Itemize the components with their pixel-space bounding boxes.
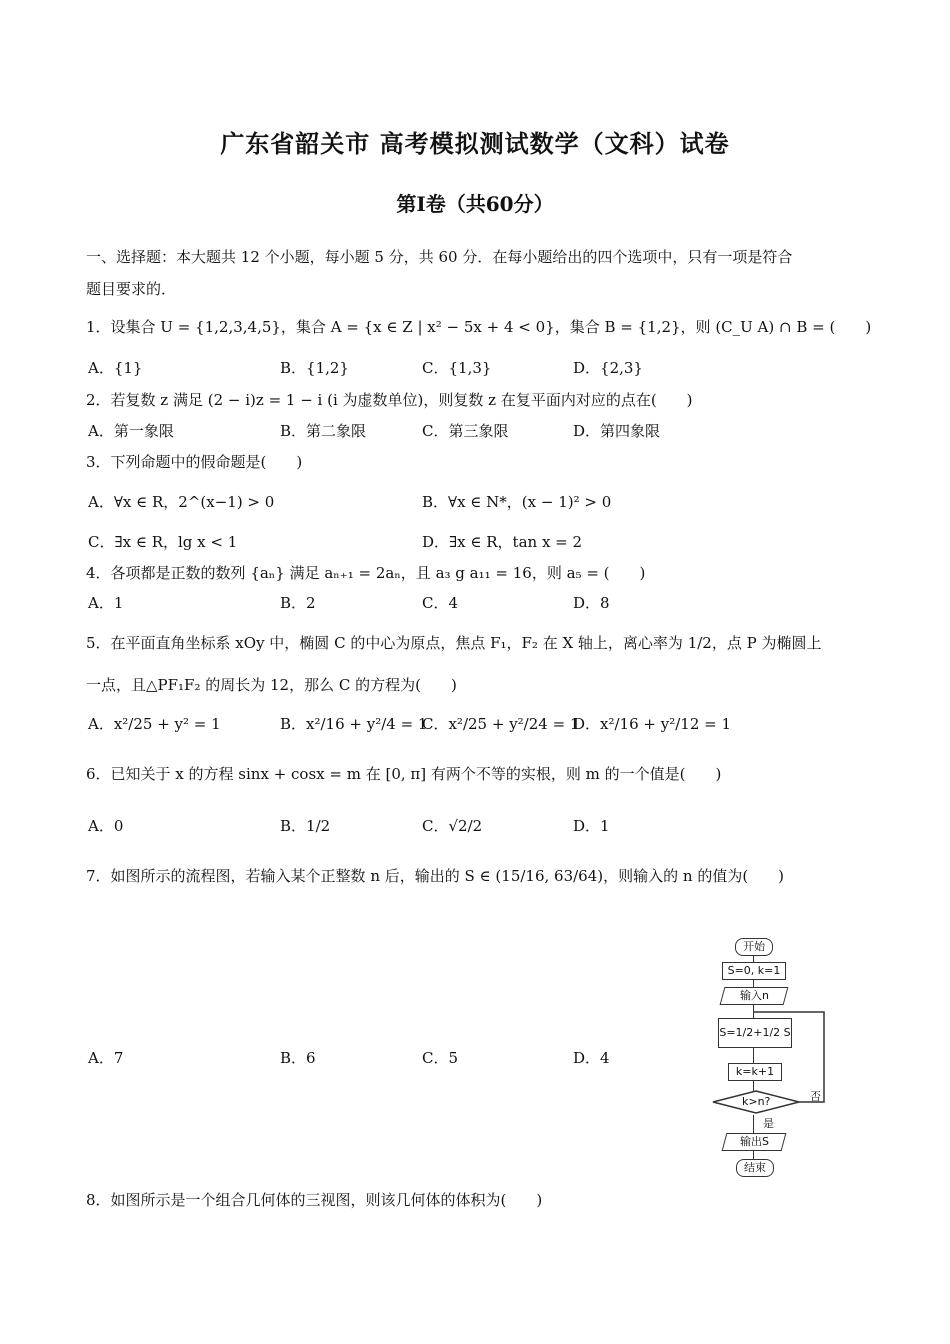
flowchart-arrow <box>753 955 754 962</box>
q2-option-b[interactable]: B．第二象限 <box>280 422 367 440</box>
q6-option-d[interactable]: D．1 <box>573 817 610 835</box>
flowchart-no-label: 否 <box>810 1090 821 1103</box>
q2-stem: 2．若复数 z 满足 (2 − i)z = 1 − i (i 为虚数单位)，则复数 z 在复平面内对应的点在( ) <box>86 391 693 409</box>
flowchart-arrow <box>753 979 754 987</box>
flowchart-update-k: k=k+1 <box>728 1063 782 1081</box>
section-subtitle: 第Ⅰ卷（共60分） <box>396 192 554 216</box>
flowchart-output <box>722 1133 787 1151</box>
q5-option-a[interactable]: A．x²/25 + y² = 1 <box>88 715 221 733</box>
flowchart-start: 开始 <box>735 938 773 956</box>
q7-option-d[interactable]: D．4 <box>573 1049 610 1067</box>
flowchart-init: S=0, k=1 <box>722 962 786 980</box>
q4-option-d[interactable]: D．8 <box>573 594 610 612</box>
q2-option-d[interactable]: D．第四象限 <box>573 422 661 440</box>
intro-line-1: 一、选择题：本大题共 12 个小题，每小题 5 分，共 60 分．在每小题给出的四个选项中，只有一项是符合 <box>86 248 793 266</box>
flowchart-end: 结束 <box>736 1159 774 1177</box>
q7-option-a[interactable]: A．7 <box>88 1049 124 1067</box>
flowchart-input-label: 输入n <box>739 989 769 1002</box>
flowchart-output-label: 输出S <box>739 1135 769 1148</box>
q1-option-c[interactable]: C．{1,3} <box>422 359 492 377</box>
q3-option-d[interactable]: D．∃x ∈ R，tan x = 2 <box>422 533 583 551</box>
q4-option-b[interactable]: B．2 <box>280 594 316 612</box>
q2-option-c[interactable]: C．第三象限 <box>422 422 509 440</box>
q7-stem: 7．如图所示的流程图，若输入某个正整数 n 后，输出的 S ∈ (15/16, 63/64)，则输入的 n 的值为( ) <box>86 867 785 885</box>
intro-line-2: 题目要求的． <box>86 280 177 298</box>
q1-option-d[interactable]: D．{2,3} <box>573 359 643 377</box>
q4-option-a[interactable]: A．1 <box>88 594 124 612</box>
q5-option-c[interactable]: C．x²/25 + y²/24 = 1 <box>422 715 580 733</box>
flowchart-condition: k>n? <box>742 1095 771 1108</box>
q1-option-a[interactable]: A．{1} <box>88 359 143 377</box>
q3-option-c[interactable]: C．∃x ∈ R，lg x < 1 <box>88 533 238 551</box>
q5-option-d[interactable]: D．x²/16 + y²/12 = 1 <box>573 715 732 733</box>
flowchart-update-s: S=1/2+1/2 S <box>718 1018 792 1048</box>
q6-option-c[interactable]: C．√2/2 <box>422 817 483 835</box>
flowchart-arrow <box>753 1115 754 1133</box>
flowchart-arrow <box>753 1150 754 1159</box>
q6-stem: 6．已知关于 x 的方程 sinx + cosx = m 在 [0, π] 有两个不等的实根，则 m 的一个值是( ) <box>86 765 722 783</box>
q3-option-b[interactable]: B．∀x ∈ N*，(x − 1)² > 0 <box>422 493 612 511</box>
q8-stem: 8．如图所示是一个组合几何体的三视图，则该几何体的体积为( ) <box>86 1191 543 1209</box>
q4-stem: 4．各项都是正数的数列 {aₙ} 满足 aₙ₊₁ = 2aₙ，且 a₃ g a₁₁ = 16，则 a₅ = ( ) <box>86 564 646 582</box>
q5-option-b[interactable]: B．x²/16 + y²/4 = 1 <box>280 715 428 733</box>
q3-stem: 3．下列命题中的假命题是( ) <box>86 453 303 471</box>
q1-option-b[interactable]: B．{1,2} <box>280 359 349 377</box>
q7-option-b[interactable]: B．6 <box>280 1049 316 1067</box>
q6-option-b[interactable]: B．1/2 <box>280 817 331 835</box>
q4-option-c[interactable]: C．4 <box>422 594 459 612</box>
q7-option-c[interactable]: C．5 <box>422 1049 459 1067</box>
flowchart-yes-label: 是 <box>763 1117 774 1130</box>
q5-stem-line-2: 一点，且△PF₁F₂ 的周长为 12，那么 C 的方程为( ) <box>86 676 457 694</box>
page-title: 广东省韶关市 高考模拟测试数学（文科）试卷 <box>220 129 730 158</box>
q5-stem-line-1: 5．在平面直角坐标系 xOy 中，椭圆 C 的中心为原点，焦点 F₁，F₂ 在 X 轴上，离心率为 1/2，点 P 为椭圆上 <box>86 634 822 652</box>
q6-option-a[interactable]: A．0 <box>88 817 124 835</box>
q3-option-a[interactable]: A．∀x ∈ R，2^(x−1) > 0 <box>88 493 275 511</box>
flowchart-input <box>720 987 789 1005</box>
q1-stem: 1．设集合 U = {1,2,3,4,5}，集合 A = {x ∈ Z | x² − 5x + 4 < 0}，集合 B = {1,2}，则 (C_U A) ∩ B = ( ) <box>86 318 872 336</box>
q2-option-a[interactable]: A．第一象限 <box>88 422 174 440</box>
